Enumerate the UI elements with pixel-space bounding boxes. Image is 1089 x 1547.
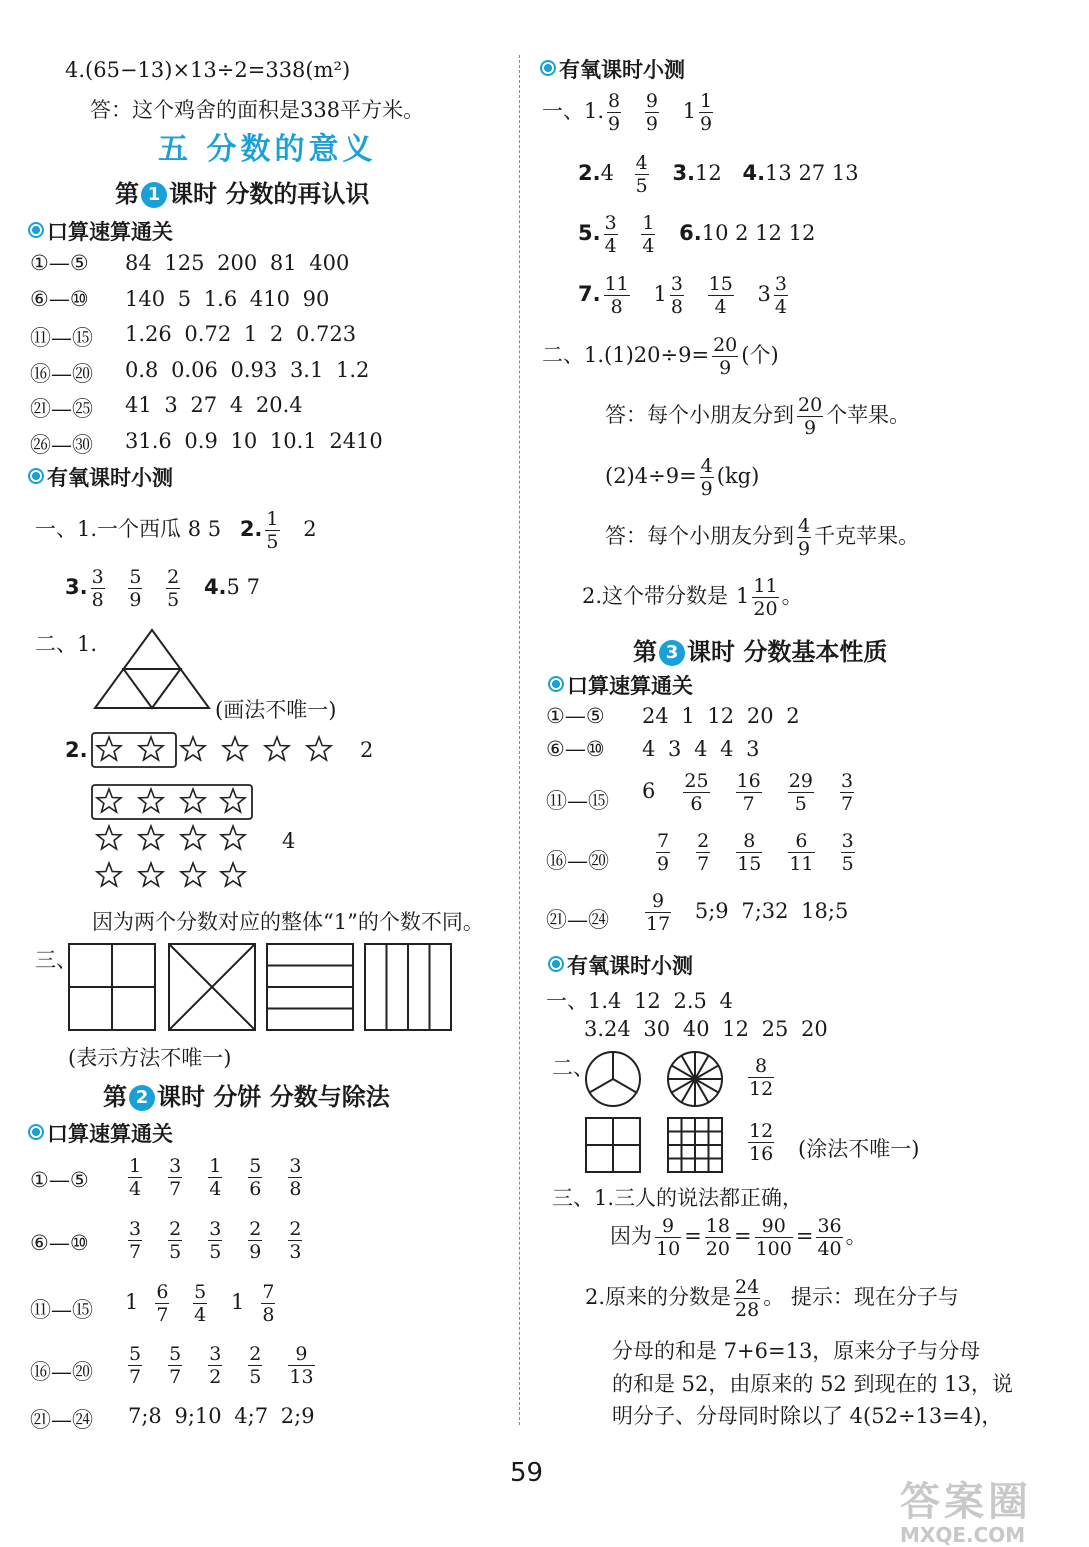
r-test-row4: 7. $\frac{11}{8}$ 1 $\frac{3}{8}$ $\frac{15}{4}$ 3 $\frac{3}{4}$: [578, 273, 787, 318]
fraction: $\frac{9}{10}$: [656, 1215, 681, 1260]
bullet-icon: [548, 676, 564, 692]
oral1-label: ⑯—⑳: [30, 361, 93, 386]
stars-figure: [90, 730, 350, 895]
triangle-figure: [92, 627, 212, 711]
oral2-label-5: ㉑—㉔: [30, 1408, 93, 1432]
section-test-r1: 有氧课时小测: [540, 54, 685, 84]
t3-q2-line3: 的和是 52，由原来的 52 到现在的 13，说: [612, 1372, 1013, 1396]
fraction: $\frac{2}{5}$: [249, 1343, 262, 1388]
part3-note: (表示方法不唯一): [68, 1046, 232, 1070]
circle-and-grid-figures: [582, 1050, 742, 1175]
oral1-values: 84 125 200 81 400: [125, 251, 350, 275]
oral3-label-2: ⑥—⑩: [546, 737, 605, 761]
r-p2-line2: (2)4÷9= $\frac{4}{9}$ (kg): [605, 455, 760, 500]
oral2-row-1: [125, 1155, 314, 1200]
t3-q2-line2: 分母的和是 7+6=13，原来分子与分母: [612, 1339, 981, 1363]
oral2-row-2: [125, 1218, 314, 1263]
t3-part3: 三、1.三人的说法都正确，: [552, 1186, 804, 1210]
fraction: $\frac{36}{40}$: [817, 1215, 842, 1260]
fraction: $\frac{2}{9}$: [249, 1218, 262, 1263]
fraction: $\frac{3}{8}$: [289, 1155, 302, 1200]
draw-note: (画法不唯一): [215, 698, 337, 722]
fraction: $\frac{1}{5}$: [266, 508, 279, 553]
oral3-row-5: $\frac{9}{17}$ 5;9 7;32 18;5: [646, 890, 849, 935]
oral1-values: 140 5 1.6 410 90: [125, 286, 330, 311]
lesson-number-badge: 1: [141, 182, 167, 208]
r-p2-q2: 2.这个带分数是 1 $\frac{11}{20}$ 。: [582, 575, 803, 620]
oral1-label: ⑪—⑮: [30, 326, 93, 350]
fraction: $\frac{16}{7}$: [736, 770, 761, 815]
oral2-label-3: ⑪—⑮: [30, 1298, 93, 1322]
r-p2-answer1: 答：每个小朋友分到 $\frac{20}{9}$ 个苹果。: [605, 394, 911, 439]
test1-row2: 3. $\frac{3}{8}$ $\frac{5}{9}$ $\frac{2}{5}$ 4.5 7: [65, 566, 260, 611]
fraction: $\frac{3}{2}$: [209, 1343, 222, 1388]
oral3-label-4: ⑯—⑳: [546, 849, 609, 873]
stars-reason: 因为两个分数对应的整体“1”的个数不同。: [92, 910, 484, 934]
fraction: $\frac{18}{20}$: [705, 1215, 730, 1260]
unit-title: 五 分数的意义: [158, 132, 377, 167]
fraction: $\frac{3}{7}$: [840, 770, 854, 815]
r-test-row2: 2.4 $\frac{4}{5}$ 3.12 4.13 27 13: [578, 152, 859, 197]
fraction: $\frac{2}{5}$: [169, 1218, 182, 1263]
oral1-values: 1.26 0.72 1 2 0.723: [125, 322, 357, 346]
oral1-label: ①—⑤: [30, 251, 89, 275]
t3-row1: 一、1.4 12 2.5 4: [546, 989, 733, 1013]
fraction: $\frac{8}{15}$: [737, 830, 762, 875]
oral2-row-5: 7;8 9;10 4;7 2;9: [128, 1404, 315, 1428]
t3-q2: 2.原来的分数是 $\frac{24}{28}$ 。 提示：现在分子与: [585, 1276, 959, 1321]
watermark-logo: 答案圈 MXQE.COM: [900, 1479, 1032, 1547]
fraction: $\frac{5}{7}$: [169, 1343, 182, 1388]
lesson-3-title: 第 3 课时 分数基本性质: [633, 638, 888, 666]
t3-part2-label: 二、: [552, 1056, 594, 1080]
fraction: $\frac{5}{7}$: [129, 1343, 142, 1388]
t3-frac-2: $\frac{12}{16}$: [749, 1120, 774, 1165]
oral1-label: ㉖—㉚: [30, 432, 93, 457]
r-test-row3: 5. $\frac{3}{4}$ $\frac{1}{4}$ 6.10 2 12 12: [578, 212, 816, 257]
oral1-label: ㉑—㉕: [30, 397, 93, 421]
oral3-row-2: 4 3 4 4 3: [642, 737, 760, 761]
oral1-values: 0.8 0.06 0.93 3.1 1.2: [125, 357, 370, 382]
oral3-label-3: ⑪—⑮: [546, 789, 609, 813]
fraction: $\frac{3}{5}$: [841, 830, 854, 875]
section-oral-1: 口算速算通关: [28, 216, 173, 246]
t3-note: (涂法不唯一): [798, 1137, 920, 1161]
oral2-row-4: [125, 1343, 327, 1388]
oral2-label-1: ①—⑤: [30, 1168, 89, 1192]
t3-equation: 因为 $\frac{9}{10}$ = $\frac{18}{20}$ = $\frac{90}{100}$ = $\frac{36}{40}$ 。: [610, 1215, 867, 1260]
q2-label: 2.: [65, 738, 88, 762]
oral2-label-2: ⑥—⑩: [30, 1231, 89, 1255]
fraction: $\frac{29}{5}$: [788, 770, 813, 815]
page-number: 59: [510, 1458, 544, 1488]
section-test-3: 有氧课时小测: [548, 950, 693, 980]
column-divider: [519, 55, 520, 1425]
oral1-label: ⑥—⑩: [30, 286, 89, 311]
part3-label: 三、: [35, 948, 77, 972]
fraction: $\frac{2}{7}$: [697, 830, 710, 875]
bullet-icon: [540, 60, 556, 76]
lesson-2-title: 第 2 课时 分饼 分数与除法: [103, 1083, 390, 1111]
fraction: $\frac{1}{4}$: [209, 1155, 222, 1200]
oral3-row-3: 6 $\frac{25}{6}$ $\frac{16}{7}$ $\frac{29}{5}$ $\frac{3}{7}$: [642, 770, 854, 815]
t3-q2-line4: 明分子、分母同时除以了 4(52÷13=4)，: [612, 1404, 1003, 1428]
oral1-values: 41 3 27 4 20.4: [125, 393, 303, 417]
stars-value-b: 4: [282, 829, 296, 853]
fraction: $\frac{1}{4}$: [129, 1155, 142, 1200]
section-test-1: 有氧课时小测: [28, 462, 173, 492]
t3-row2: 3.24 30 40 12 25 20: [584, 1017, 828, 1041]
oral3-label-1: ①—⑤: [546, 704, 605, 728]
oral1-values: 31.6 0.9 10 10.1 2410: [125, 428, 383, 453]
square-division-figures: [67, 942, 487, 1034]
lesson-prefix: 第: [115, 180, 139, 208]
bullet-icon: [548, 956, 564, 972]
lesson-number-badge: 2: [129, 1085, 155, 1111]
fraction: $\frac{9}{13}$: [289, 1343, 314, 1388]
fraction: $\frac{6}{11}$: [789, 830, 814, 875]
section-oral-3: 口算速算通关: [548, 670, 693, 700]
fraction: $\frac{2}{3}$: [289, 1218, 302, 1263]
bullet-icon: [28, 222, 44, 238]
q4-answer: 答：这个鸡舍的面积是338平方米。: [90, 98, 425, 122]
stars-value-a: 2: [360, 738, 374, 762]
t3-frac-1: $\frac{8}{12}$: [749, 1055, 774, 1100]
fraction: $\frac{90}{100}$: [755, 1215, 792, 1260]
r-test-row1: 一、1. $\frac{8}{9}$ $\frac{9}{9}$ 1 $\frac{1}{9}$: [542, 90, 713, 135]
lesson-1-title: [115, 174, 369, 209]
part2-label: 二、1.: [35, 632, 98, 656]
bullet-icon: [28, 1124, 44, 1140]
oral3-row-1: 24 1 12 20 2: [642, 704, 800, 728]
oral2-label-4: ⑯—⑳: [30, 1360, 93, 1384]
lesson-title: 课时 分数的再认识: [169, 180, 370, 208]
fraction: $\frac{5}{6}$: [249, 1155, 262, 1200]
fraction: $\frac{3}{7}$: [169, 1155, 182, 1200]
q4-line: 4.(65−13)×13÷2=338(m²): [65, 58, 351, 82]
oral2-row-3: 1 $\frac{6}{7}$ $\frac{5}{4}$ 1 $\frac{7}{8}$: [125, 1281, 275, 1326]
fraction: $\frac{7}{9}$: [657, 830, 670, 875]
oral3-row-4: [642, 830, 867, 875]
oral3-label-5: ㉑—㉔: [546, 908, 609, 932]
bullet-icon: [28, 468, 44, 484]
fraction: $\frac{3}{5}$: [209, 1218, 222, 1263]
r-p2-line1: 二、1.(1)20÷9= $\frac{20}{9}$ (个): [542, 334, 779, 379]
r-p2-answer2: 答：每个小朋友分到 $\frac{4}{9}$ 千克苹果。: [605, 515, 920, 560]
section-oral-2: 口算速算通关: [28, 1118, 173, 1148]
lesson-number-badge: 3: [659, 640, 685, 666]
test1-row1: 一、1.一个西瓜 8 5 2. $\frac{1}{5}$ 2: [35, 508, 317, 553]
fraction: $\frac{25}{6}$: [684, 770, 709, 815]
fraction: $\frac{3}{7}$: [129, 1218, 142, 1263]
